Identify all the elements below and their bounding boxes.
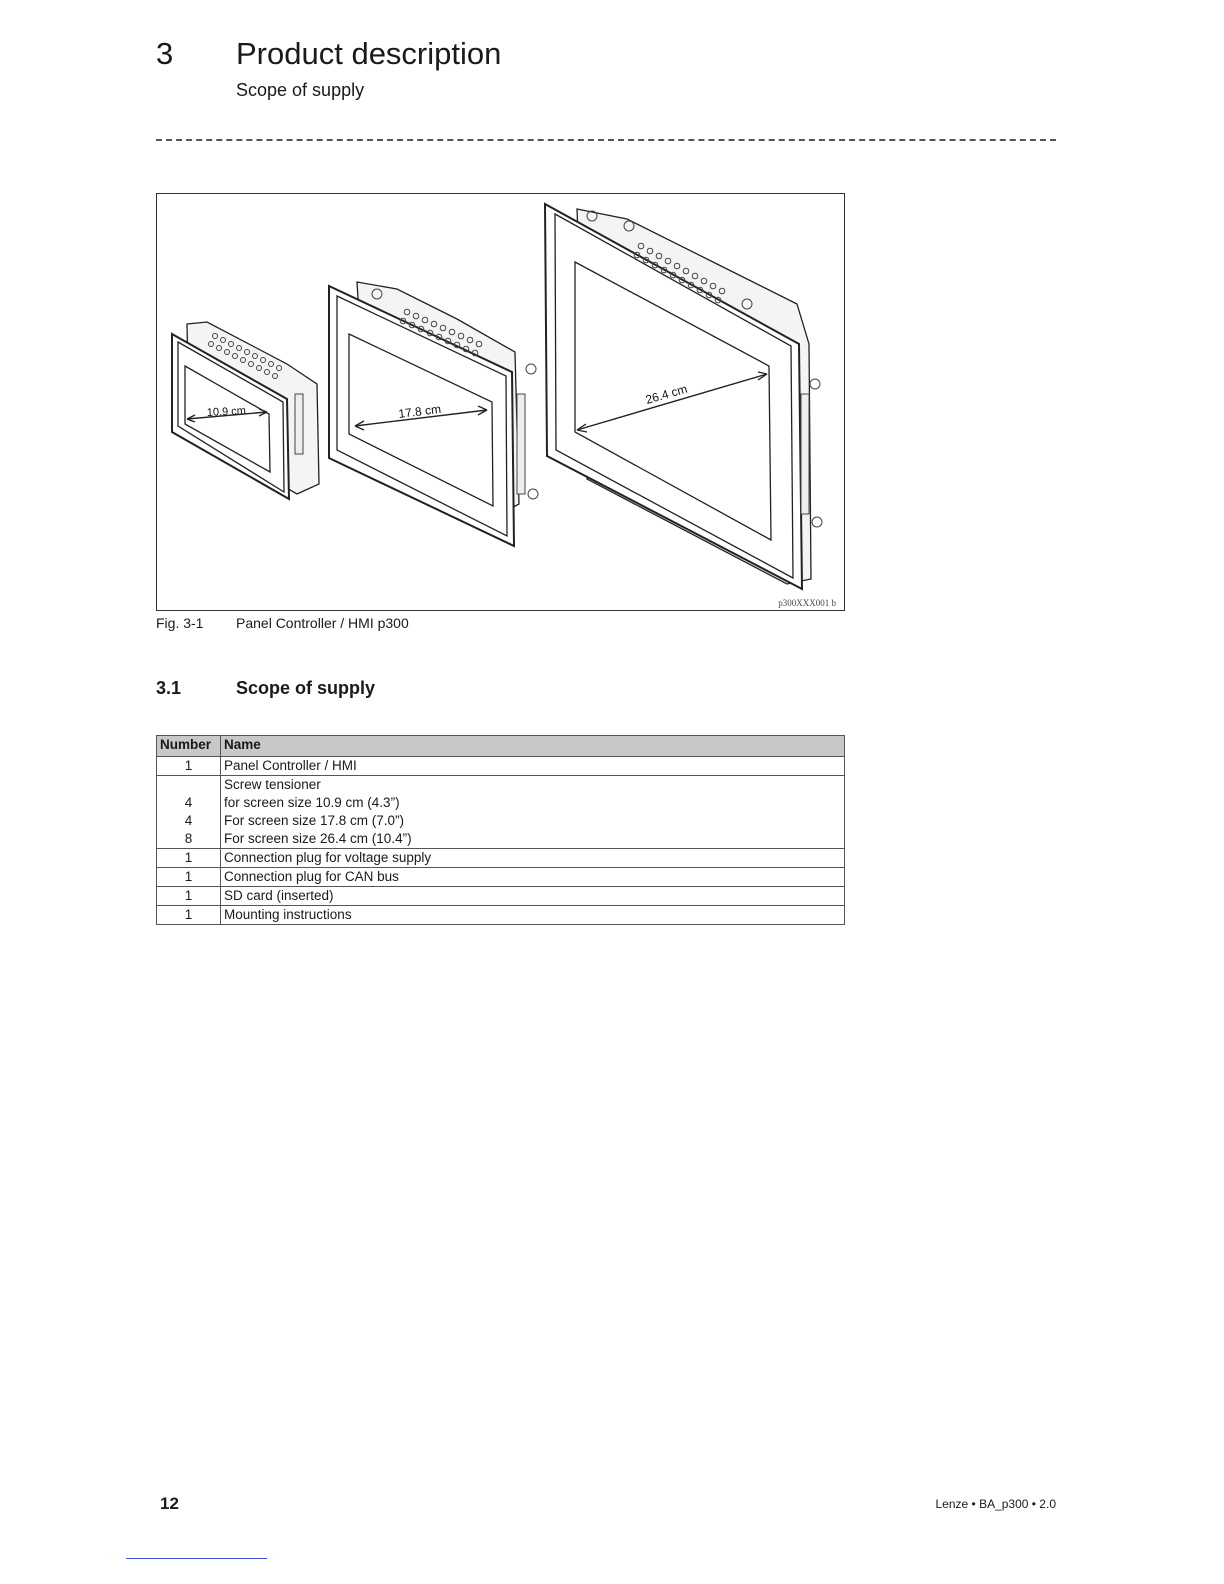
quantity-cell: 1	[157, 868, 221, 887]
quantity-cell: 1	[157, 887, 221, 906]
item-name-cell: Panel Controller / HMI	[221, 757, 845, 776]
quantity-line: 4	[184, 795, 193, 810]
table-row	[157, 868, 845, 887]
table-row	[157, 906, 845, 925]
quantity-cell: 1	[157, 757, 221, 776]
section-title: Scope of supply	[236, 678, 376, 698]
column-header-number: Number	[157, 736, 221, 757]
page-number: 12	[160, 1494, 179, 1513]
chapter-subtitle: Scope of supply	[236, 80, 365, 100]
footnote-divider	[126, 1558, 267, 1559]
chapter-number: 3	[156, 36, 174, 71]
item-name-line: For screen size 17.8 cm (7.0”)	[224, 813, 405, 828]
header-divider	[156, 139, 1056, 141]
dimension-label-large: 26.4 cm	[643, 381, 689, 407]
item-name-cell	[221, 776, 845, 849]
chapter-title: Product description	[236, 36, 502, 71]
table-row	[157, 776, 845, 849]
panel-illustration	[157, 194, 844, 610]
quantity-line: 4	[184, 813, 193, 828]
item-name-cell: Connection plug for voltage supply	[221, 849, 845, 868]
figure-image-code: p300XXX001 b	[778, 598, 836, 608]
item-name-line: for screen size 10.9 cm (4.3”)	[224, 795, 400, 810]
table-row	[157, 887, 845, 906]
figure-caption: Panel Controller / HMI p300	[236, 615, 409, 631]
quantity-cell: 1	[157, 849, 221, 868]
table-header-row	[157, 736, 845, 757]
scope-of-supply-table	[156, 735, 845, 925]
item-name-cell: Connection plug for CAN bus	[221, 868, 845, 887]
quantity-line	[160, 776, 217, 794]
column-header-name: Name	[221, 736, 845, 757]
item-name-line: For screen size 26.4 cm (10.4”)	[224, 831, 412, 846]
dimension-label-medium: 17.8 cm	[397, 401, 442, 421]
quantity-line: 8	[184, 831, 193, 846]
quantity-cell	[157, 776, 221, 849]
product-figure	[156, 193, 845, 611]
document-reference: Lenze • BA_p300 • 2.0	[935, 1497, 1056, 1511]
item-name-cell: SD card (inserted)	[221, 887, 845, 906]
item-name-cell: Mounting instructions	[221, 906, 845, 925]
figure-label: Fig. 3-1	[156, 615, 204, 631]
table-row	[157, 757, 845, 776]
quantity-cell: 1	[157, 906, 221, 925]
section-number: 3.1	[156, 678, 182, 698]
dimension-label-small: 10.9 cm	[206, 404, 247, 419]
item-name-line: Screw tensioner	[224, 777, 321, 792]
table-row	[157, 849, 845, 868]
